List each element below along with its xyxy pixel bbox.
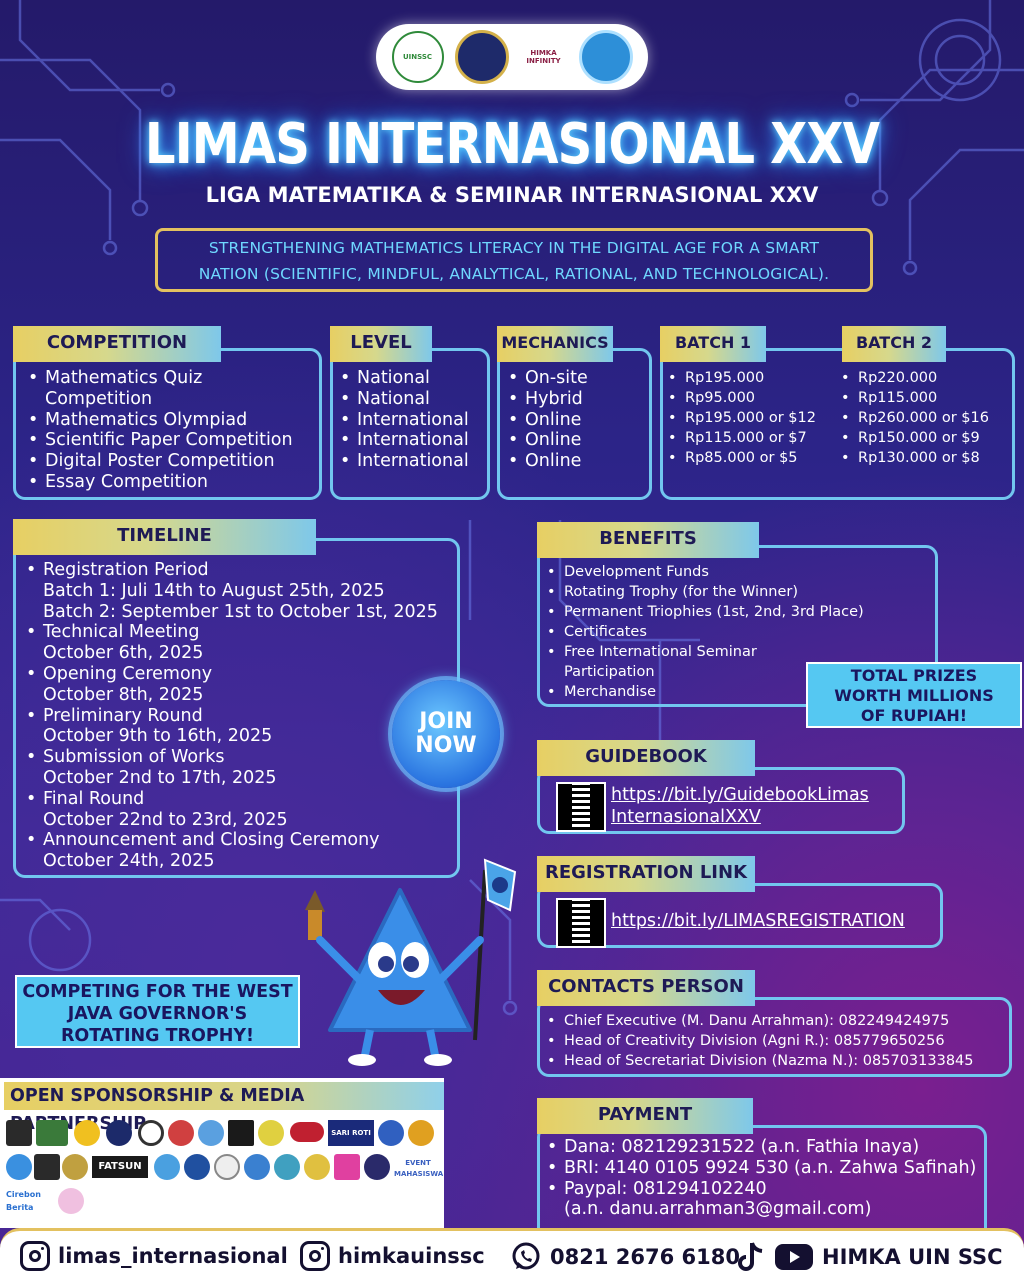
himka-infinity-logo: HIMKA INFINITY: [520, 33, 568, 81]
sari-roti-logo: SARI ROTI: [328, 1120, 374, 1146]
footer-bar: [0, 1228, 1024, 1280]
timeline-item: • Technical Meeting October 6th, 2025: [22, 622, 458, 664]
sponsor-logo: [184, 1154, 210, 1180]
sponsor-logo: [168, 1120, 194, 1146]
sponsor-logo: [74, 1120, 100, 1146]
sponsor-logo: [34, 1154, 60, 1180]
timeline-item: • Opening Ceremony October 8th, 2025: [22, 664, 458, 706]
registration-link[interactable]: https://bit.ly/LIMASREGISTRATION: [611, 911, 905, 931]
mechanics-tab: MECHANICS: [497, 326, 613, 362]
university-seal-logo: [455, 30, 509, 84]
sponsor-logo: [106, 1120, 132, 1146]
guidebook-tab: GUIDEBOOK: [537, 740, 755, 776]
contacts-tab: CONTACTS PERSON: [537, 970, 755, 1006]
timeline-list: [22, 560, 458, 872]
join-now-button[interactable]: JOIN NOW: [392, 680, 500, 788]
youtube-icon: [774, 1242, 814, 1272]
mascot-illustration: [290, 850, 520, 1070]
instagram-himka[interactable]: himkauinssc: [300, 1241, 485, 1271]
sponsor-logo: [58, 1188, 84, 1214]
sponsor-logo: [290, 1122, 324, 1142]
batch2-tab: BATCH 2: [842, 326, 946, 362]
event-title: LIMAS INTERNASIONAL XXV: [144, 112, 880, 177]
guidebook-link[interactable]: https://bit.ly/GuidebookLimas InternasionalXXV: [611, 785, 869, 827]
level-tab: LEVEL: [330, 326, 432, 362]
sponsor-logo: [154, 1154, 180, 1180]
competition-tab: COMPETITION: [13, 326, 221, 362]
batch2-list: • Rp220.000 • Rp115.000 • Rp260.000 or $16 • Rp150.000 or $9 • Rp130.000 or $8: [837, 368, 1015, 468]
payment-list: • Dana: 082129231522 (a.n. Fathia Inaya) • BRI: 4140 0105 9924 530 (a.n. Zahwa Safinah) • Paypal: 081294102240 (a.n. danu.arrahman3@gmail.com): [543, 1137, 983, 1220]
partner-logos: [376, 24, 648, 90]
sponsor-logo: [214, 1154, 240, 1180]
timeline-item: • Submission of Works October 2nd to 17th, 2025: [22, 747, 458, 789]
sponsor-logo: [258, 1120, 284, 1146]
social-channels[interactable]: HIMKA UIN SSC: [738, 1241, 1003, 1273]
sponsor-logo: [138, 1120, 164, 1146]
benefits-tab: BENEFITS: [537, 522, 759, 558]
sponsor-logo: [274, 1154, 300, 1180]
sponsorship-title: OPEN SPONSORSHIP & MEDIA: [4, 1082, 444, 1110]
competition-list: • Mathematics Quiz Competition • Mathematics Olympiad • Scientific Paper Competition • Digital Poster Competition • Essay Competition: [24, 368, 320, 493]
sponsor-logo: [228, 1120, 254, 1146]
sponsor-logo: [364, 1154, 390, 1180]
fatsun-logo: FATSUN: [92, 1156, 148, 1178]
uinssc-logo: UINSSC: [392, 31, 444, 83]
timeline-tab: TIMELINE: [13, 519, 316, 555]
level-list: • National • National • International • International • International: [336, 368, 488, 472]
event-subtitle: LIGA MATEMATIKA & SEMINAR INTERNASIONAL XXV: [205, 183, 819, 207]
guidebook-qr-code: [556, 782, 606, 832]
batch1-list: • Rp195.000 • Rp95.000 • Rp195.000 or $12 • Rp115.000 or $7 • Rp85.000 or $5: [664, 368, 844, 468]
sponsor-logo: [378, 1120, 404, 1146]
sponsor-logo: [6, 1120, 32, 1146]
cirebon-berita-logo: Cirebon Berita: [6, 1190, 41, 1212]
sponsor-logo: [62, 1154, 88, 1180]
payment-tab: PAYMENT: [537, 1098, 753, 1134]
instagram-limas[interactable]: limas_internasional: [20, 1241, 288, 1271]
sponsor-logo: [36, 1120, 68, 1146]
timeline-item: • Final Round October 22nd to 23rd, 2025: [22, 789, 458, 831]
total-prizes-badge: TOTAL PRIZES WORTH MILLIONS OF RUPIAH!: [806, 662, 1022, 728]
association-logo: [579, 30, 633, 84]
timeline-item: • Registration Period Batch 1: Juli 14th to August 25th, 2025 Batch 2: September 1st to October 1st, 2025: [22, 560, 458, 622]
timeline-item: • Preliminary Round October 9th to 16th, 2025: [22, 706, 458, 748]
mechanics-list: • On-site • Hybrid • Online • Online • Online: [504, 368, 650, 472]
benefits-list: • Development Funds • Rotating Trophy (for the Winner) • Permanent Triophies (1st, 2nd, 3rd Place) • Certificates • Free International Seminar Participation • Merchandise: [543, 562, 937, 702]
sponsor-logo: [6, 1154, 32, 1180]
sponsor-logo: [198, 1120, 224, 1146]
timeline-item: • Announcement and Closing Ceremony October 24th, 2025: [22, 830, 458, 872]
sponsor-logos: [6, 1118, 442, 1226]
registration-qr-code: [556, 898, 606, 948]
batch1-tab: BATCH 1: [660, 326, 766, 362]
event-mahasiswa-logo: EVENT MAHASISWA: [394, 1159, 444, 1178]
registration-tab: REGISTRATION LINK: [537, 856, 755, 892]
whatsapp-contact[interactable]: 0821 2676 6180: [510, 1241, 740, 1273]
trophy-banner: COMPETING FOR THE WEST JAVA GOVERNOR'S ROTATING TROPHY!: [15, 975, 300, 1048]
sponsor-logo: [334, 1154, 360, 1180]
sponsor-logo: [408, 1120, 434, 1146]
sponsor-logo: [244, 1154, 270, 1180]
theme-statement: STRENGTHENING MATHEMATICS LITERACY IN THE DIGITAL AGE FOR A SMART NATION (SCIENTIFIC, MINDFUL, ANALYTICAL, RATIONAL, AND TECHNOLOGICAL).: [155, 228, 873, 292]
tiktok-icon: [738, 1241, 766, 1273]
instagram-icon: [20, 1241, 50, 1271]
sponsor-logo: [304, 1154, 330, 1180]
contacts-list: • Chief Executive (M. Danu Arrahman): 082249424975 • Head of Creativity Division (Agni R.): 085779650256 • Head of Secretariat Division (Nazma N.): 085703133845: [543, 1011, 1013, 1071]
whatsapp-icon: [510, 1241, 542, 1273]
instagram-icon: [300, 1241, 330, 1271]
